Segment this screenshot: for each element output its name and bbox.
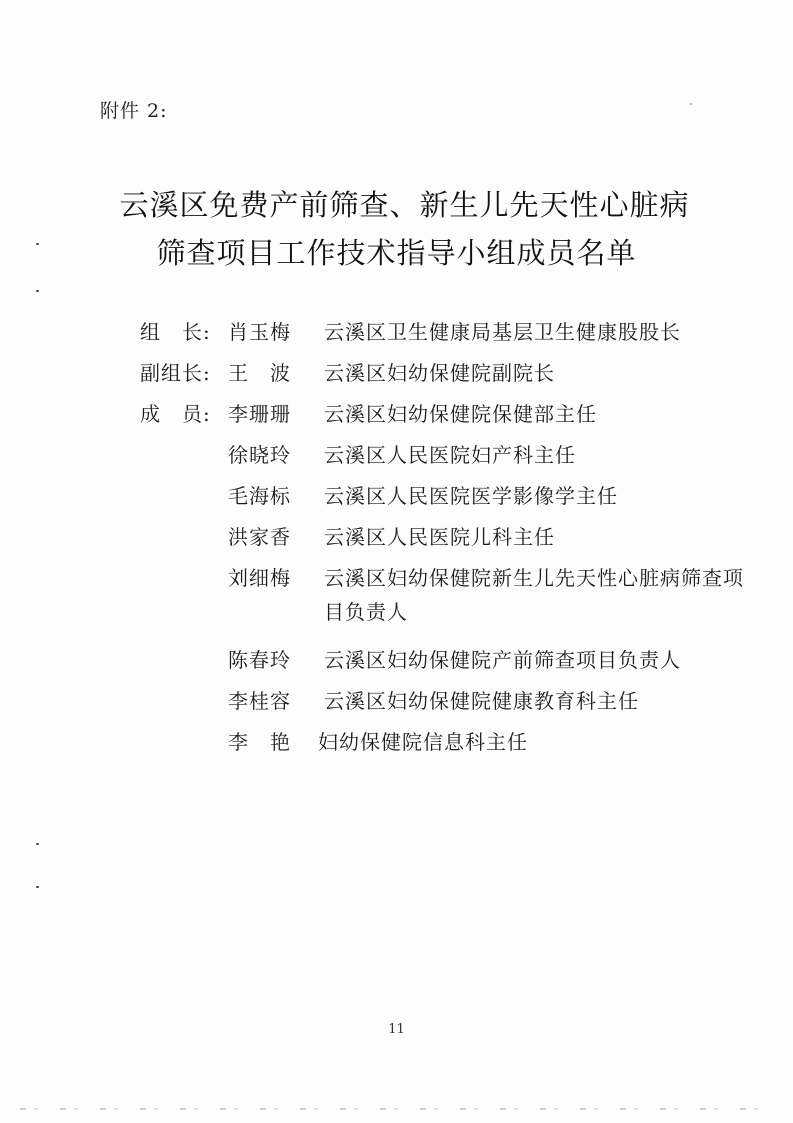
member-name: 刘细梅 [228,566,291,590]
member-row [140,643,760,684]
member-name: 李珊珊 [228,402,291,426]
member-row [140,356,760,397]
member-list [140,315,760,766]
member-name: 毛海标 [228,484,291,508]
member-role: 成 员: [140,402,211,426]
page-number: 11 [388,1022,405,1037]
member-organization: 云溪区妇幼保健院保健部主任 [324,402,597,426]
member-row [140,520,760,561]
member-role: 副组长: [140,361,211,385]
member-organization: 云溪区妇幼保健院健康教育科主任 [324,689,639,713]
scan-mark [36,243,39,245]
member-organization: 云溪区妇幼保健院产前筛查项目负责人 [324,648,681,672]
member-row [140,725,760,766]
member-organization: 云溪区人民医院医学影像学主任 [324,484,618,508]
member-name: 王 波 [228,361,291,385]
member-organization: 云溪区妇幼保健院新生儿先天性心脏病筛查项目负责人 [324,566,744,624]
member-organization: 云溪区卫生健康局基层卫生健康股股长 [324,320,681,344]
member-organization: 云溪区人民医院妇产科主任 [324,443,576,467]
scan-mark [36,290,39,292]
scan-mark [690,103,692,105]
member-row [140,684,760,725]
member-organization: 云溪区妇幼保健院副院长 [324,361,555,385]
member-row [140,397,760,438]
scan-edge-noise [20,1108,780,1110]
member-row [140,479,760,520]
document-title-line-2: 筛查项目工作技术指导小组成员名单 [156,236,637,270]
member-name: 李 艳 [228,730,291,754]
member-row [140,561,760,643]
document-title-line-1: 云溪区免费产前筛查、新生儿先天性心脏病 [119,188,690,222]
member-organization: 云溪区人民医院儿科主任 [324,525,555,549]
member-role: 组 长: [140,320,211,344]
scan-mark [36,886,39,888]
scan-mark [36,843,39,845]
member-row [140,315,760,356]
member-name: 徐晓玲 [228,443,291,467]
member-name: 洪家香 [228,525,291,549]
member-organization: 妇幼保健院信息科主任 [318,730,528,754]
attachment-label: 附件 2: [100,100,168,122]
member-name: 李桂容 [228,689,291,713]
member-row [140,438,760,479]
member-name: 陈春玲 [228,648,291,672]
member-name: 肖玉梅 [228,320,291,344]
